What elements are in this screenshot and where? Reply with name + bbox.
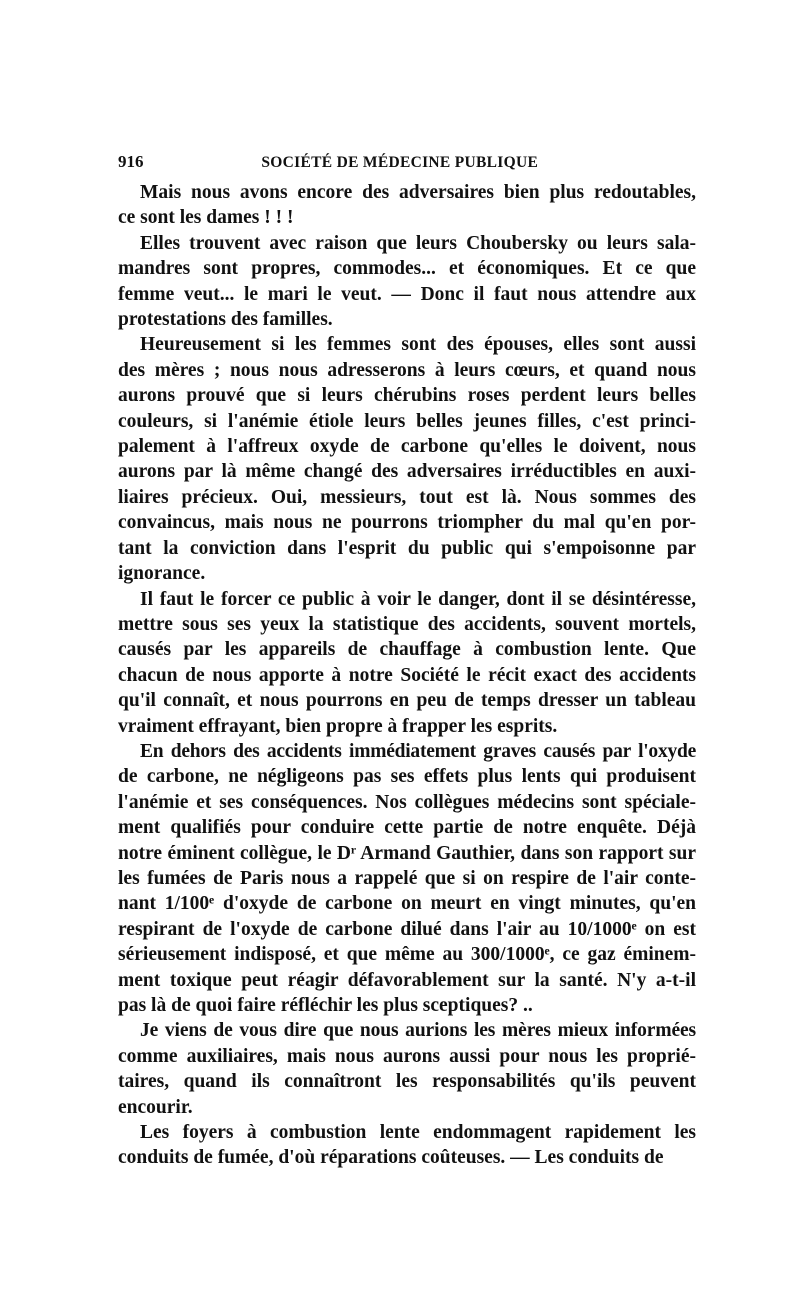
paragraph xyxy=(118,180,696,231)
text-line: mettre sous ses yeux la statistique des accidents, souvent mortels, xyxy=(118,613,696,635)
text-line: Elles trouvent avec raison que leurs Choubersky ou leurs sala- xyxy=(140,232,696,254)
text-line: de carbone, ne négligeons pas ses effets plus lents qui produisent xyxy=(118,766,696,788)
text-line: les fumées de Paris nous a rappelé que si on respire de l'air conte- xyxy=(118,867,696,889)
text-line: ment qualifiés pour conduire cette partie de notre enquête. Déjà xyxy=(118,817,696,839)
text-line: tant la conviction dans l'esprit du public qui s'empoisonne par xyxy=(118,537,696,559)
text-line: palement à l'affreux oxyde de carbone qu'elles le doivent, nous xyxy=(118,436,696,458)
text-line: convaincus, mais nous ne pourrons triompher du mal qu'en por- xyxy=(118,512,696,534)
text-line: pas là de quoi faire réfléchir les plus sceptiques? .. xyxy=(118,995,533,1016)
text-line: ment toxique peut réagir défavorablement sur la santé. N'y a-t-il xyxy=(118,969,696,991)
text-line: femme veut... le mari le veut. — Donc il faut nous attendre aux xyxy=(118,283,696,305)
text-line: Les foyers à combustion lente endommagent rapidement les xyxy=(140,1122,696,1144)
text-line: encourir. xyxy=(118,1096,193,1118)
paragraph xyxy=(118,332,696,586)
text-line: Il faut le forcer ce public à voir le danger, dont il se désintéresse, xyxy=(140,588,696,610)
text-line: causés par les appareils de chauffage à combustion lente. Que xyxy=(118,639,696,661)
text-line: des mères ; nous nous adresserons à leurs cœurs, et quand nous xyxy=(118,359,696,381)
paragraph xyxy=(118,587,696,739)
text-line: aurons par là même changé des adversaires irréductibles en auxi- xyxy=(118,461,696,483)
text-line: liaires précieux. Oui, messieurs, tout est là. Nous sommes des xyxy=(118,486,696,508)
text-line: aurons prouvé que si leurs chérubins roses perdent leurs belles xyxy=(118,385,696,407)
text-line: qu'il connaît, et nous pourrons en peu de temps dresser un tableau xyxy=(118,690,696,712)
book-page xyxy=(118,152,696,1171)
text-line: protestations des familles. xyxy=(118,309,333,331)
body-text xyxy=(118,180,696,1171)
text-line: En dehors des accidents immédiatement graves causés par l'oxyde xyxy=(140,740,696,762)
running-title: SOCIÉTÉ DE MÉDECINE PUBLIQUE xyxy=(261,154,539,171)
text-line: respirant de l'oxyde de carbone dilué dans l'air au 10/1000ᵉ on est xyxy=(118,918,696,940)
text-line: sérieusement indisposé, et que même au 300/1000ᵉ, ce gaz éminem- xyxy=(118,944,696,966)
paragraph xyxy=(118,1018,696,1120)
text-line: chacun de nous apporte à notre Société le récit exact des accidents xyxy=(118,664,696,686)
text-line: nant 1/100ᵉ d'oxyde de carbone on meurt en vingt minutes, qu'en xyxy=(118,893,696,915)
text-line: couleurs, si l'anémie étiole leurs belles jeunes filles, c'est princi- xyxy=(118,410,696,432)
text-line: taires, quand ils connaîtront les responsabilités qu'ils peuvent xyxy=(118,1071,696,1093)
text-line: notre éminent collègue, le Dʳ Armand Gauthier, dans son rapport sur xyxy=(118,842,696,864)
text-line: ce sont les dames ! ! ! xyxy=(118,207,294,229)
text-line: Mais nous avons encore des adversaires bien plus redoutables, xyxy=(140,182,696,203)
text-line: vraiment effrayant, bien propre à frapper les esprits. xyxy=(118,715,558,737)
text-line: conduits de fumée, d'où réparations coûteuses. — Les conduits de xyxy=(118,1147,664,1169)
paragraph xyxy=(118,1120,696,1171)
page-number: 916 xyxy=(118,152,144,171)
text-line: Je viens de vous dire que nous aurions les mères mieux informées xyxy=(140,1020,696,1042)
text-line: ignorance. xyxy=(118,563,206,585)
text-line: comme auxiliaires, mais nous aurons aussi pour nous les proprié- xyxy=(118,1045,696,1067)
text-line: l'anémie et ses conséquences. Nos collègues médecins sont spéciale- xyxy=(118,791,696,813)
paragraph xyxy=(118,739,696,1018)
text-line: Heureusement si les femmes sont des épouses, elles sont aussi xyxy=(140,334,696,356)
text-line: mandres sont propres, commodes... et économiques. Et ce que xyxy=(118,258,696,280)
paragraph xyxy=(118,231,696,333)
running-header xyxy=(118,152,696,180)
